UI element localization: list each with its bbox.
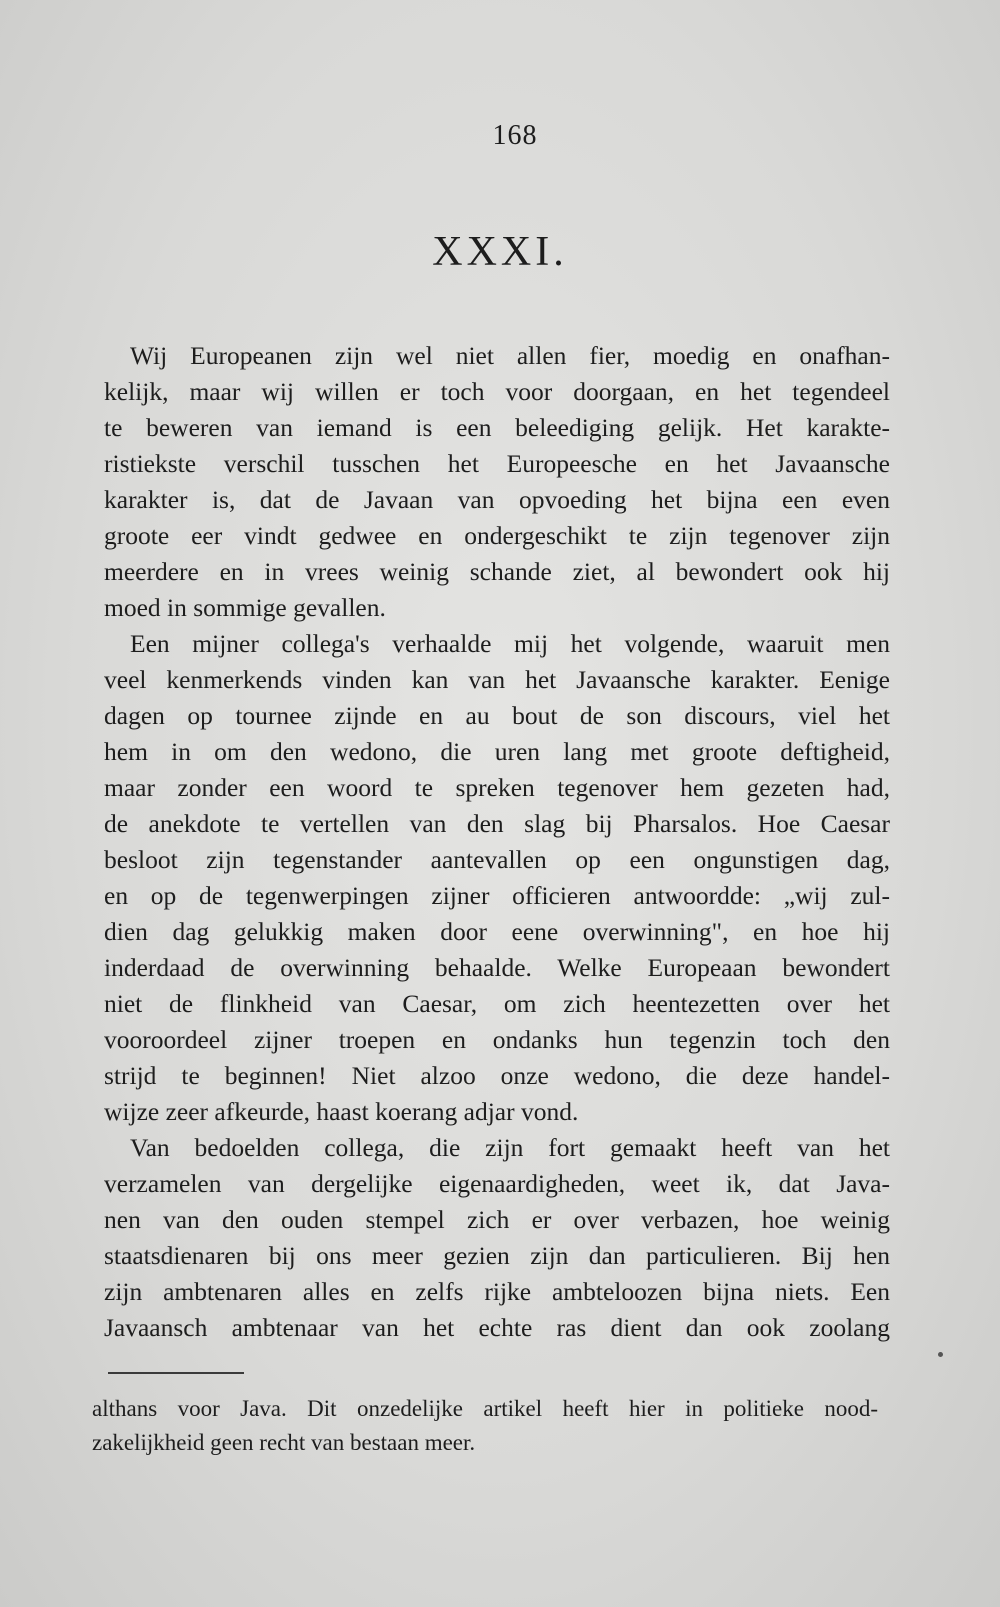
body-line: [104, 554, 890, 590]
body-line-text: Javaansch ambtenaar van het echte ras dient dan ook zoolang: [104, 1313, 890, 1342]
body-line-text: staatsdienaren bij ons meer gezien zijn dan particulieren. Bij hen: [104, 1241, 890, 1270]
body-line-text: Wij Europeanen zijn wel niet allen fier, moedig en onafhan-: [130, 341, 890, 370]
body-line-text: vooroordeel zijner troepen en ondanks hun tegenzin toch den: [104, 1025, 890, 1054]
body-line-text: en op de tegenwerpingen zijner officieren antwoordde: „wij zul-: [104, 881, 890, 910]
body-line: [104, 914, 890, 950]
body-line-text: Van bedoelden collega, die zijn fort gemaakt heeft van het: [130, 1133, 890, 1162]
body-line: [104, 1274, 890, 1310]
page-number: 168: [492, 120, 538, 151]
body-line-text: meerdere en in vrees weinig schande ziet, al bewondert ook hij: [104, 557, 890, 586]
body-line: [104, 806, 890, 842]
body-text: [104, 338, 890, 1346]
body-line: [104, 626, 890, 662]
body-line-text: maar zonder een woord te spreken tegenover hem gezeten had,: [104, 773, 890, 802]
body-line: [104, 842, 890, 878]
body-line-text: wijze zeer afkeurde, haast koerang adjar vond.: [104, 1097, 579, 1126]
body-line: [104, 698, 890, 734]
body-line: [104, 482, 890, 518]
body-line: [104, 1058, 890, 1094]
body-line: [104, 878, 890, 914]
body-line: [104, 986, 890, 1022]
footnote-line-text: zakelijkheid geen recht van bestaan meer.: [92, 1430, 476, 1455]
paper-speck: [938, 1352, 943, 1357]
body-line-text: te beweren van iemand is een beleediging gelijk. Het karakte-: [104, 413, 890, 442]
body-line-text: besloot zijn tegenstander aantevallen op een ongunstigen dag,: [104, 845, 890, 874]
body-line: [104, 1202, 890, 1238]
body-line: [104, 1022, 890, 1058]
body-line-text: karakter is, dat de Javaan van opvoeding het bijna een even: [104, 485, 890, 514]
footnote-line: [92, 1426, 878, 1460]
body-line: [104, 446, 890, 482]
body-line-text: de anekdote te vertellen van den slag bij Pharsalos. Hoe Caesar: [104, 809, 890, 838]
body-line: [104, 662, 890, 698]
body-line-text: nen van den ouden stempel zich er over verbazen, hoe weinig: [104, 1205, 890, 1234]
body-line-text: kelijk, maar wij willen er toch voor doorgaan, en het tegendeel: [104, 377, 890, 406]
footnote: [92, 1392, 878, 1460]
body-line: [104, 410, 890, 446]
body-line: [104, 518, 890, 554]
body-line-text: veel kenmerkends vinden kan van het Javaansche karakter. Eenige: [104, 665, 890, 694]
body-line-text: moed in sommige gevallen.: [104, 593, 386, 622]
body-line: [104, 590, 890, 626]
body-line-text: dien dag gelukkig maken door eene overwinning", en hoe hij: [104, 917, 890, 946]
body-line: [104, 338, 890, 374]
body-line-text: verzamelen van dergelijke eigenaardigheden, weet ik, dat Java-: [104, 1169, 890, 1198]
footnote-line-text: althans voor Java. Dit onzedelijke artikel heeft hier in politieke nood-: [92, 1396, 878, 1421]
body-line-text: inderdaad de overwinning behaalde. Welke Europeaan bewondert: [104, 953, 890, 982]
body-line-text: dagen op tournee zijnde en au bout de son discours, viel het: [104, 701, 890, 730]
body-line: [104, 770, 890, 806]
body-line-text: hem in om den wedono, die uren lang met groote deftigheid,: [104, 737, 890, 766]
body-line: [104, 1238, 890, 1274]
body-line-text: niet de flinkheid van Caesar, om zich heentezetten over het: [104, 989, 890, 1018]
footnote-divider: [108, 1372, 244, 1374]
body-line-text: groote eer vindt gedwee en ondergeschikt te zijn tegenover zijn: [104, 521, 890, 550]
footnote-line: [92, 1392, 878, 1426]
body-line: [104, 1094, 890, 1130]
body-line: [104, 734, 890, 770]
body-line: [104, 1310, 890, 1346]
body-line-text: ristiekste verschil tusschen het Europeesche en het Javaansche: [104, 449, 890, 478]
body-line-text: Een mijner collega's verhaalde mij het volgende, waaruit men: [130, 629, 890, 658]
body-line-text: zijn ambtenaren alles en zelfs rijke ambteloozen bijna niets. Een: [104, 1277, 890, 1306]
body-line-text: strijd te beginnen! Niet alzoo onze wedono, die deze handel-: [104, 1061, 890, 1090]
body-line: [104, 950, 890, 986]
chapter-heading: XXXI.: [432, 229, 568, 275]
body-line: [104, 1166, 890, 1202]
body-line: [104, 1130, 890, 1166]
body-line: [104, 374, 890, 410]
